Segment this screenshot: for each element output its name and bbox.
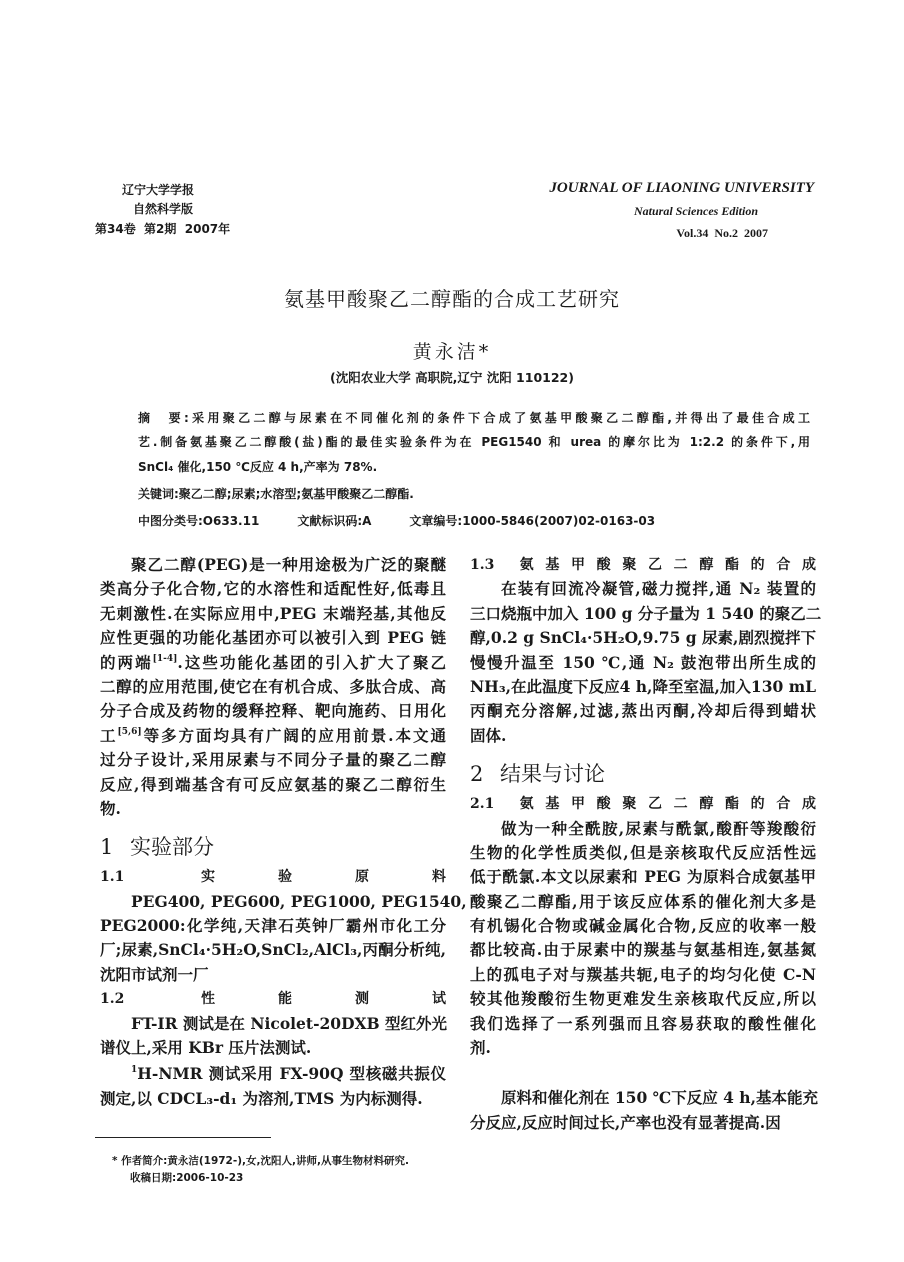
classification [138,510,810,533]
text-line [470,817,816,841]
text-line [470,724,816,748]
text-line [470,841,816,865]
text-line [470,914,816,938]
text-segment: 原料和催化剂在 150 ℃下反应 4 h,基本能充 [501,1088,818,1108]
subsection-number: 1.3 [470,557,495,573]
text-segment: 工 [100,725,118,745]
section-heading [100,829,446,865]
section-number: 2 [470,762,484,787]
text-line [100,1062,446,1086]
text-segment: 物. [100,798,121,818]
text-segment: PEG2000:化学纯,天津石英钟厂霸州市化工分 [100,916,446,936]
text-line [100,914,446,938]
text-segment: 较其他羧酸衍生物更难发生亲核取代反应,所以 [470,989,816,1009]
text-line [100,773,446,797]
affiliation: (沈阳农业大学 高职院,辽宁 沈阳 110122) [330,370,574,385]
text-line [470,987,816,1011]
author-bio-footnote: * 作者简介:黄永洁(1972-),女,沈阳人,讲师,从事生物材料研究. [112,1155,409,1167]
text-line [470,1086,816,1110]
text-segment: 类高分子化合物,它的水溶性和适配性好,低毒且 [100,579,446,599]
abstract-line: 艺.制备氨基聚乙二醇酸(盐)酯的最佳实验条件为在 PEG1540 和 urea 的摩尔比为 1:2.2 的条件下,用 [138,435,810,450]
text-line [100,797,446,821]
text-segment: 反应,得到端基含有可反应氨基的聚乙二醇衍生 [100,774,446,794]
text-line [100,890,467,914]
citation-superscript: [1-4] [152,653,178,664]
text-segment: 生物的化学性质类似,但是亲核取代反应活性远 [470,842,816,862]
paragraph [470,1086,816,1135]
text-line [100,626,446,650]
subsection-heading [470,553,816,577]
paragraph [100,553,446,821]
subsection-heading [470,792,816,816]
text-line [100,602,446,626]
text-line [100,938,446,962]
text-line [470,602,822,626]
subsection-number: 1.1 [100,869,125,886]
text-line [470,626,816,650]
text-segment: 聚乙二醇(PEG)是一种用途极为广泛的聚醚 [131,555,446,574]
text-segment: 分反应,反应时间过长,产率也没有显著提高.因 [470,1112,781,1132]
paper-title: 氨基甲酸聚乙二醇酯的合成工艺研究 [284,287,620,311]
text-line [100,699,446,723]
subsection-title: 性能测试 [138,991,446,1008]
text-segment: 沈阳市试剂一厂 [100,964,209,984]
section-title: 结果与讨论 [500,762,605,787]
text-line [100,748,446,772]
issue-cn: 第34卷 第2期 2007年 [95,222,231,236]
subsection-title: 实验原料 [138,869,446,886]
edition-cn: 自然科学版 [133,202,194,216]
text-line [470,963,816,987]
text-segment: H-NMR 测试采用 FX-90Q 型核磁共振仪 [137,1064,446,1084]
right-column [470,553,822,1135]
text-segment: 无刺激性.在实际应用中,PEG 末端羟基,其他反 [100,603,446,623]
paragraph [100,1012,446,1061]
subsection-heading [100,865,446,889]
subsection-title: 氨基甲酸聚乙二醇酯的合成 [508,796,816,813]
text-line [470,890,816,914]
text-segment: 做为一种全酰胺,尿素与酰氯,酸酐等羧酸衍 [501,818,816,838]
article-number: 文章编号:1000-5846(2007)02-0163-03 [409,514,656,528]
subsection-title: 氨基甲酸聚乙二醇酯的合成 [508,557,816,573]
doc-code: 文献标识码:A [297,514,372,528]
text-line [470,675,816,699]
text-segment: FT-IR 测试是在 Nicolet-20DXB 型红外光 [131,1013,448,1033]
paragraph [100,890,467,988]
text-line [100,1087,446,1111]
clc-number: 中图分类号:O633.11 [138,514,260,528]
text-segment: 低于酰氯.本文以尿素和 PEG 为原料合成氨基甲 [470,867,816,887]
footnote-divider [95,1137,271,1138]
subsection-heading [100,987,446,1011]
text-line [470,1111,816,1135]
text-line [100,1036,446,1060]
text-line [100,724,446,748]
text-segment: 酸聚乙二醇酯,用于该反应体系的催化剂大多是 [470,891,816,911]
text-segment: 固体. [470,725,507,745]
text-segment: 丙酮充分溶解,过滤,蒸出丙酮,冷却后得到蜡状 [470,701,816,721]
text-segment: 三口烧瓶中加入 100 g 分子量为 1 540 的聚乙二 [470,603,822,623]
citation-superscript: 1 [131,1065,138,1076]
text-segment: 慢慢升温至 150 ℃,通 N₂ 鼓泡带出所生成的 [470,652,816,672]
journal-name-en: JOURNAL OF LIAONING UNIVERSITY [549,180,814,196]
text-segment: 剂. [470,1038,491,1058]
left-column [100,553,467,1111]
abstract [138,406,810,479]
text-segment: 醇,0.2 g SnCl₄·5H₂O,9.75 g 尿素,剧烈搅拌下 [470,628,816,648]
text-segment: PEG400, PEG600, PEG1000, PEG1540, [131,891,467,911]
text-segment: NH₃,在此温度下反应4 h,降至室温,加入130 mL [470,676,816,696]
text-segment: 应性更强的功能化基团亦可以被引入到 PEG 链 [100,628,446,648]
abstract-line: 摘 要:采用聚乙二醇与尿素在不同催化剂的条件下合成了氨基甲酸聚乙二醇酯,并得出了最佳合成工 [138,411,810,425]
received-date: 收稿日期:2006-10-23 [130,1172,244,1184]
section-title: 实验部分 [130,835,214,860]
text-line [470,865,816,889]
text-segment: 有机锡化合物或碱金属化合物,反应的收率一般 [470,916,816,936]
text-segment: 过分子设计,采用尿素与不同分子量的聚乙二醇 [100,750,446,770]
paragraph [470,817,816,1061]
text-line [470,699,816,723]
text-line [100,553,446,577]
text-segment: 二醇的应用范围,使它在有机合成、多肽合成、高 [100,676,446,696]
text-line [470,938,816,962]
text-segment: .这些功能化基团的引入扩大了聚乙 [177,652,446,672]
keywords: 关键词:聚乙二醇;尿素;水溶型;氨基甲酸聚乙二醇酯. [138,487,414,501]
text-line [470,577,816,601]
text-segment: 都比较高.由于尿素中的羰基与氨基相连,氨基氮 [470,940,816,960]
text-segment: 在装有回流冷凝管,磁力搅拌,通 N₂ 装置的 [501,579,816,599]
text-line [100,675,446,699]
text-segment: 谱仪上,采用 KBr 压片法测试. [100,1038,312,1058]
subsection-number: 1.2 [100,991,125,1008]
text-segment: 的两端 [100,652,153,672]
text-segment: 厂;尿素,SnCl₄·5H₂O,SnCl₂,AlCl₃,丙酮分析纯, [100,940,446,960]
text-segment: 上的孤电子对与羰基共轭,电子的均匀化使 C-N [470,964,816,984]
author: 黄永洁* [412,341,492,363]
text-line [470,1012,816,1036]
paragraph [470,577,822,748]
text-line [470,1036,816,1060]
abstract-line: SnCl₄ 催化,150 ℃反应 4 h,产率为 78%. [138,459,378,474]
text-line [470,651,816,675]
text-segment: 我们选择了一系列强而且容易获取的酸性催化 [470,1013,816,1033]
text-segment: 分子合成及药物的缓释控释、靶向施药、日用化 [100,701,446,721]
text-segment: 测定,以 CDCL₃-d₁ 为溶剂,TMS 为内标测得. [100,1088,423,1108]
issue-en: Vol.34 No.2 2007 [676,226,768,240]
section-number: 1 [100,835,114,860]
text-line [100,651,446,675]
text-line [100,577,446,601]
paragraph [100,1062,446,1111]
journal-name-cn: 辽宁大学学报 [122,183,195,197]
citation-superscript: [5,6] [117,726,142,737]
text-line [100,1012,446,1036]
subsection-number: 2.1 [470,796,495,813]
section-heading [470,756,816,792]
text-segment: 等多方面均具有广阔的应用前景.本文通 [141,725,446,745]
edition-en: Natural Sciences Edition [633,204,758,218]
text-line [100,963,446,987]
